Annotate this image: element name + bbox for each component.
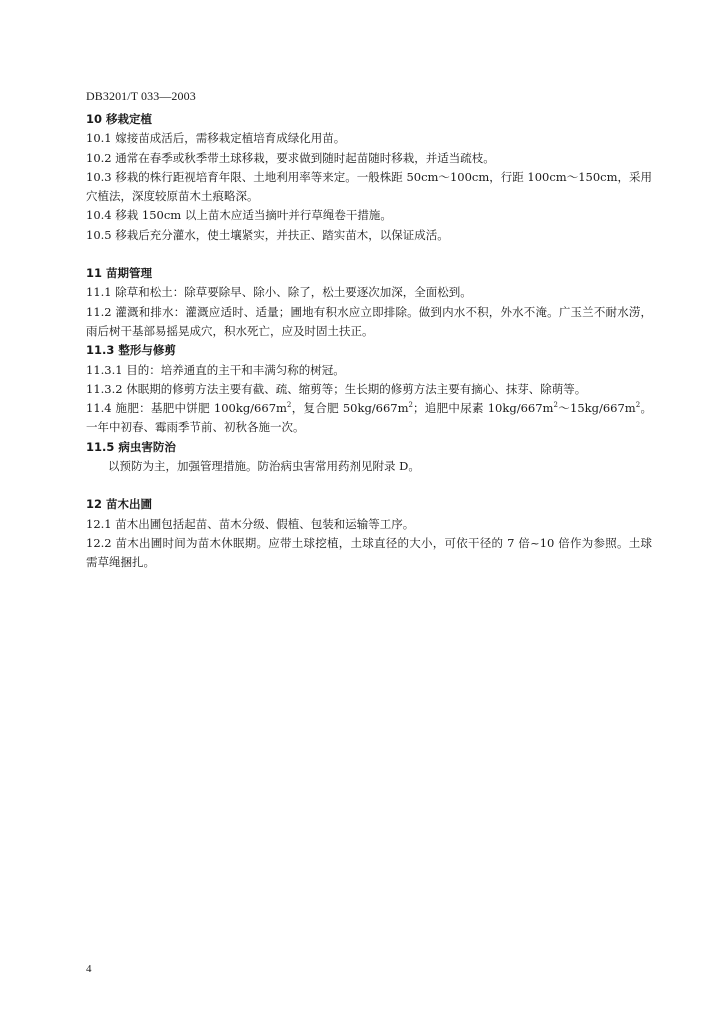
clause-11-5-body: 以预防为主，加强管理措施。防治病虫害常用药剂见附录 D。 [108,459,420,474]
clause-11-4-part-a: 11.4 施肥：基肥中饼肥 100kg/667m [86,401,287,416]
section-11-heading: 11 苗期管理 [86,266,153,281]
section-gap [86,476,652,495]
clause-11-3-heading: 11.3 整形与修剪 [86,343,176,358]
clause-11-3-1: 11.3.1 目的：培养通直的主干和丰满匀称的树冠。 [86,362,345,377]
clause-12-1: 12.1 苗木出圃包括起苗、苗木分级、假植、包装和运输等工序。 [86,516,415,531]
clause-10-1: 10.1 嫁接苗成活后，需移栽定植培育成绿化用苗。 [86,131,346,146]
superscript: 2 [635,401,641,410]
section-12-heading: 12 苗木出圃 [86,497,153,512]
clause-11-4 [86,399,652,438]
superscript: 2 [553,401,558,410]
clause-11-3-2: 11.3.2 休眠期的修剪方法主要有截、疏、缩剪等；生长期的修剪方法主要有摘心、抹芽、除萌等。 [86,381,587,396]
clause-12-2: 12.2 苗木出圃时间为苗木休眠期。应带土球挖植，土球直径的大小，可依干径的 7 倍~10 倍作为参照。土球需草绳捆扎。 [86,535,652,570]
superscript: 2 [408,401,413,410]
clause-11-4-part-d: ～15kg/667m [557,401,636,416]
clause-10-4: 10.4 移栽 150cm 以上苗木应适当摘叶并行草绳卷干措施。 [86,208,392,223]
clause-10-2: 10.2 通常在春季或秋季带土球移栽，要求做到随时起苗随时移栽，并适当疏枝。 [86,150,495,165]
clause-10-3: 10.3 移栽的株行距视培育年限、土地利用率等来定。一般株距 50cm～100cm，行距 100cm～150cm，采用穴植法，深度较原苗木土痕略深。 [86,169,652,204]
section-gap [86,245,652,264]
clause-11-4-part-b: ，复合肥 50kg/667m [291,401,409,416]
section-10-heading: 10 移栽定植 [86,112,153,126]
document-body [86,110,652,573]
page-number: 4 [86,963,92,975]
clause-11-4-part-e: 。一年中初春、霉雨季节前、初秋各施一次。 [86,401,652,435]
clause-11-2: 11.2 灌溉和排水：灌溉应适时、适量；圃地有积水应立即排除。做到内水不积，外水不淹。广玉兰不耐水涝，雨后树干基部易摇晃成穴，积水死亡，应及时固土扶正。 [86,304,652,338]
clause-11-5-heading: 11.5 病虫害防治 [86,439,176,454]
superscript: 2 [286,401,292,410]
clause-10-5: 10.5 移栽后充分灌水，使土壤紧实，并扶正、踏实苗木，以保证成活。 [86,227,449,242]
clause-11-4-part-c: ；追肥中尿素 10kg/667m [413,401,554,416]
clause-11-1: 11.1 除草和松土：除草要除早、除小、除了，松土要逐次加深，全面松到。 [86,285,472,300]
document-code: DB3201/T 033—2003 [86,89,196,103]
